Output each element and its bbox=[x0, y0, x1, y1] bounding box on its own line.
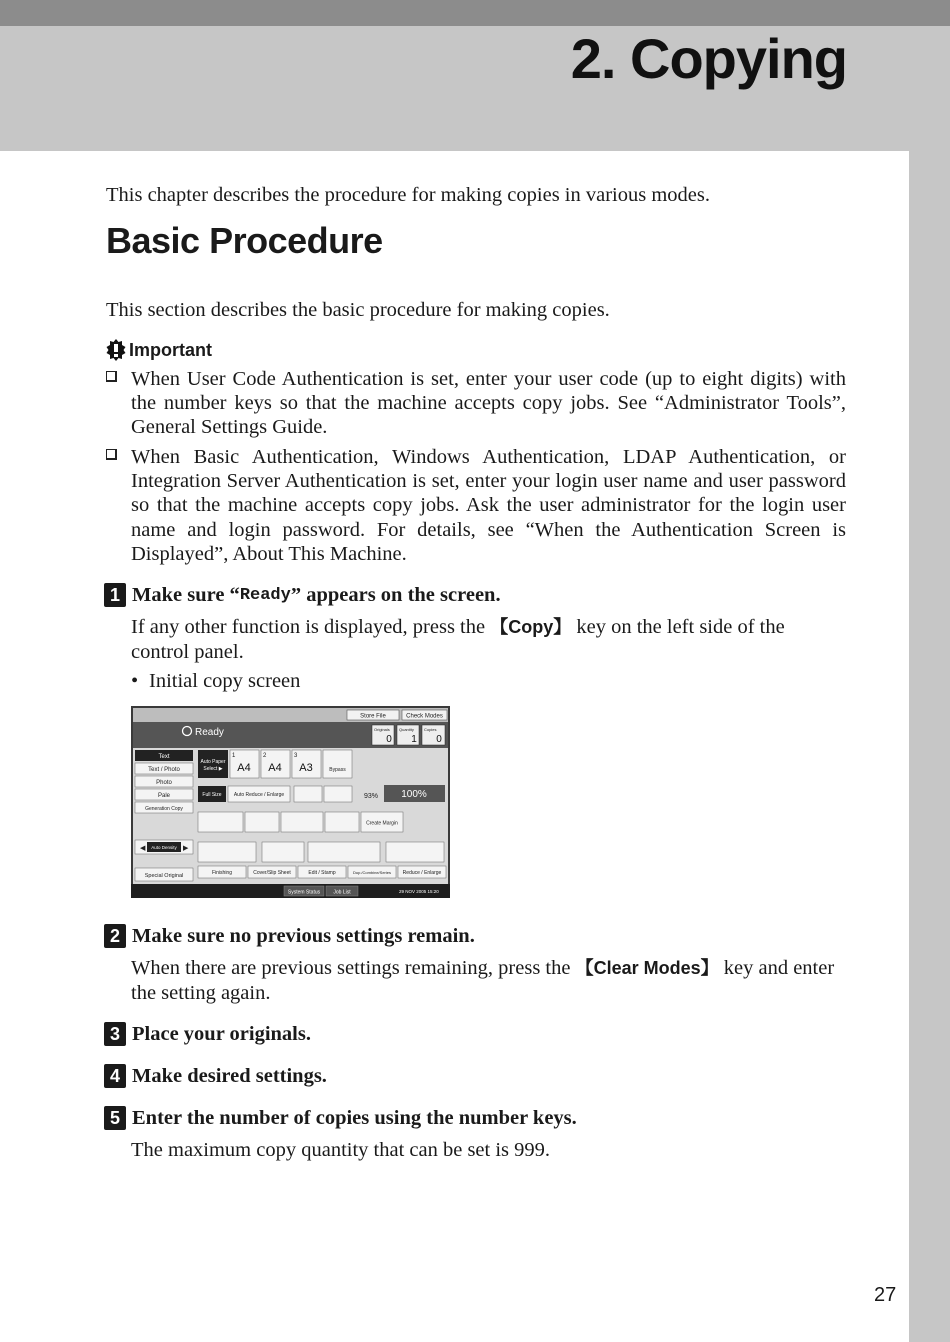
page-margin-strip bbox=[909, 151, 950, 1342]
function-tabs[interactable] bbox=[198, 866, 446, 878]
bullet-item: • Initial copy screen bbox=[131, 670, 301, 692]
svg-text:System Status: System Status bbox=[287, 889, 321, 896]
checkbox-icon bbox=[106, 371, 117, 382]
svg-text:Check Modes: Check Modes bbox=[406, 713, 443, 720]
step-number-3: 3 bbox=[104, 1022, 126, 1046]
step-1-body: If any other function is displayed, press the 【Copy】 key on the left side of the control panel. bbox=[131, 616, 785, 663]
step-number-4: 4 bbox=[104, 1064, 126, 1088]
svg-text:Photo: Photo bbox=[156, 780, 172, 786]
original-type-list[interactable] bbox=[135, 750, 193, 813]
svg-text:Create Margin: Create Margin bbox=[366, 820, 398, 827]
svg-text:Cover/Slip Sheet: Cover/Slip Sheet bbox=[253, 870, 291, 876]
svg-text:Generation Copy: Generation Copy bbox=[145, 806, 183, 812]
ratio-controls[interactable] bbox=[198, 785, 445, 802]
svg-text:Pale: Pale bbox=[157, 793, 171, 799]
svg-text:A3: A3 bbox=[299, 762, 313, 774]
counters bbox=[372, 725, 445, 745]
svg-text:1: 1 bbox=[232, 753, 236, 759]
svg-text:Reduce / Enlarge: Reduce / Enlarge bbox=[402, 870, 442, 876]
svg-text:▶: ▶ bbox=[183, 845, 189, 852]
copy-key: 【Copy】 bbox=[490, 617, 572, 637]
svg-text:Dup./Combine/Series: Dup./Combine/Series bbox=[352, 870, 392, 875]
ratio-display: 100% bbox=[401, 789, 427, 800]
svg-text:Quantity: Quantity bbox=[399, 727, 414, 732]
svg-text:1: 1 bbox=[411, 734, 417, 745]
finishing-buttons[interactable] bbox=[198, 842, 444, 862]
svg-text:0: 0 bbox=[386, 734, 392, 745]
step-5-body: The maximum copy quantity that can be set is 999. bbox=[131, 1139, 551, 1161]
svg-text:93%: 93% bbox=[363, 793, 379, 800]
section-title: Basic Procedure bbox=[106, 220, 383, 261]
section-intro: This section describes the basic procedure for making copies. bbox=[106, 299, 610, 321]
special-original-button[interactable] bbox=[135, 868, 193, 881]
svg-text:Originals: Originals bbox=[374, 727, 390, 732]
ready-status: Ready bbox=[195, 727, 224, 738]
checkbox-icon bbox=[106, 449, 117, 460]
date-time: 29 NOV 2005 15:20 bbox=[399, 889, 439, 894]
step-3-heading: 3 Place your originals. bbox=[104, 1022, 311, 1046]
step-number-5: 5 bbox=[104, 1106, 126, 1130]
important-note-2: When Basic Authentication, Windows Authentication, LDAP Authentication, or Integration Server Authentication is set, enter your login user name and user password so that the machine accepts copy jobs. Ask the user administrator for the login user name and login password. For details, see “When the Authentication Screen is Displayed”, About This Machine. bbox=[131, 445, 846, 566]
system-status-button[interactable] bbox=[284, 886, 324, 896]
step-5-heading: 5 Enter the number of copies using the number keys. bbox=[104, 1106, 577, 1130]
svg-text:Special Original: Special Original bbox=[144, 873, 184, 879]
clear-modes-key: 【Clear Modes】 bbox=[575, 958, 719, 978]
important-icon bbox=[106, 339, 126, 361]
job-list-button[interactable] bbox=[326, 886, 358, 896]
initial-copy-screen bbox=[131, 706, 450, 898]
svg-text:A4: A4 bbox=[237, 762, 251, 774]
svg-text:Text / Photo: Text / Photo bbox=[148, 767, 180, 773]
important-heading bbox=[106, 339, 212, 361]
svg-text:Job List: Job List bbox=[333, 889, 351, 896]
svg-text:Text: Text bbox=[158, 754, 170, 760]
svg-text:0: 0 bbox=[436, 734, 442, 745]
page-number: 27 bbox=[874, 1284, 897, 1306]
important-label: Important bbox=[129, 339, 212, 360]
svg-text:Copies: Copies bbox=[424, 727, 437, 732]
svg-text:Select ▶: Select ▶ bbox=[203, 766, 223, 772]
header-top-band bbox=[0, 0, 950, 26]
step-2-heading: 2 Make sure no previous settings remain. bbox=[104, 924, 475, 948]
step-number-2: 2 bbox=[104, 924, 126, 948]
svg-text:Auto Density: Auto Density bbox=[151, 845, 177, 850]
svg-text:Finishing: Finishing bbox=[211, 870, 233, 876]
auto-density-control[interactable] bbox=[135, 840, 193, 854]
svg-text:Auto Paper: Auto Paper bbox=[200, 759, 226, 765]
svg-text:Auto Reduce / Enlarge: Auto Reduce / Enlarge bbox=[233, 792, 285, 798]
step-4-heading: 4 Make desired settings. bbox=[104, 1064, 327, 1088]
step-number-1: 1 bbox=[104, 583, 126, 607]
step-2-body: When there are previous settings remaining, press the 【Clear Modes】 key and enter the setting again. bbox=[131, 957, 835, 1004]
chapter-intro: This chapter describes the procedure for making copies in various modes. bbox=[106, 184, 710, 206]
check-modes-button[interactable] bbox=[402, 710, 447, 720]
svg-text:Store File: Store File bbox=[360, 713, 386, 720]
chapter-title: 2. Copying bbox=[570, 27, 847, 90]
svg-text:3: 3 bbox=[294, 753, 298, 759]
svg-text:Edit / Stamp: Edit / Stamp bbox=[308, 870, 336, 876]
svg-text:Full Size: Full Size bbox=[202, 792, 222, 798]
svg-text:A4: A4 bbox=[268, 762, 282, 774]
svg-text:2: 2 bbox=[263, 753, 267, 759]
svg-text:◀: ◀ bbox=[140, 845, 146, 852]
svg-text:Bypass: Bypass bbox=[329, 767, 346, 773]
store-file-button[interactable] bbox=[347, 710, 399, 720]
duplex-buttons[interactable] bbox=[198, 812, 403, 832]
auto-paper-select-button[interactable] bbox=[198, 750, 228, 778]
important-note-1: When User Code Authentication is set, enter your user code (up to eight digits) with the number keys so that the machine accepts copy jobs. See “Administrator Tools”, General Settings Guide. bbox=[131, 367, 846, 440]
step-1-heading: 1 Make sure “ Ready ” appears on the screen. bbox=[104, 583, 501, 607]
